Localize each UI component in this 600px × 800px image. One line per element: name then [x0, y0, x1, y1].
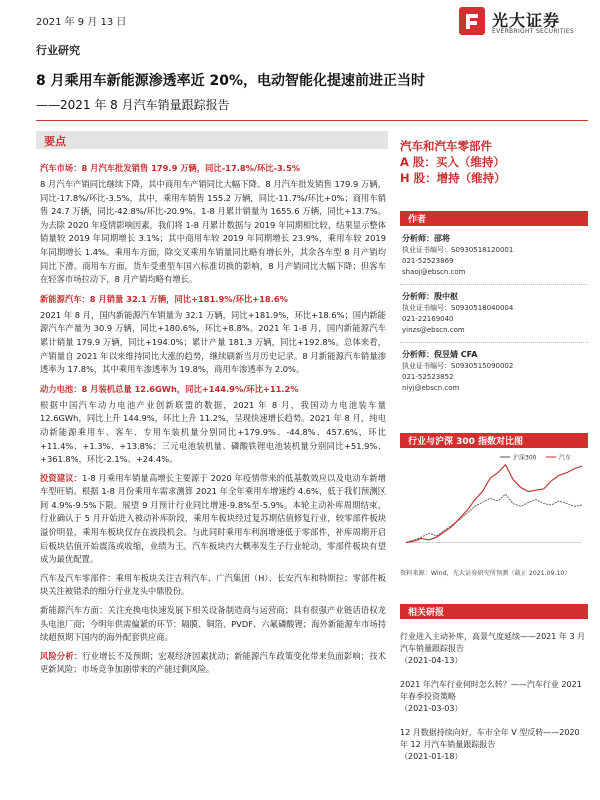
paragraph-risk [40, 650, 386, 677]
related-report-date: （2021-04-13） [400, 656, 463, 665]
analyst-card [402, 291, 588, 336]
related-header: 相关研报 [400, 604, 588, 619]
paragraph-auto-parts: 汽车及汽车零部件：乘用车板块关注吉利汽车、广汽集团（H）、长安汽车和特斯拉；零部件板块关注被错杀的细分行业龙头中鼎股份。 [40, 572, 386, 597]
paragraph-nev: 2021 年 8 月，国内新能源汽车销量为 32.1 万辆，同比+181.9%，环比+18.6%；国内新能源汽车产量为 30.9 万辆，同比+180.6%，环比+8.8%。2021 年 1-8 月，国内新能源汽车累计销量 179.9 万辆，同比+194.0%；累计产量 181.3 万辆，同比+192.8%。总体来看，产销量自 2021 年以来维持同比大涨的趋势，继续刷新当月历史记录。8 月新能源汽车销量渗透率为 17.8%，其中乘用车渗透率为 19.8%，商用车渗透率为 2.0%。 [40, 309, 386, 375]
related-report-item[interactable] [400, 679, 588, 715]
analyst-cert: 执业证书编号：S0930515090002 [402, 362, 514, 370]
chart-source: 资料来源：Wind，光大证券研究所预测（截止 2021.09.10） [400, 570, 571, 577]
rating-h-share: H 股：增持（维持） [400, 171, 506, 185]
summary-body [40, 162, 386, 682]
paragraph-investment-advice [40, 472, 386, 567]
analyst-name: 分析师：殷中枢 [402, 292, 458, 301]
investment-advice-label: 投资建议： [40, 472, 83, 483]
page-title: 8 月乘用车新能源渗透率近 20%，电动智能化提速前进正当时 [36, 73, 425, 89]
paragraph-nev-picks: 新能源汽车方面：关注充换电快速发展下相关设备制造商与运营商；具有很强产业链话语权龙头电池厂商；今明年供需偏紧的环节：隔膜、铜箔、PVDF、六氟磷酸锂；海外新能源车市场持续超预期下国内的海外配套供应商。 [40, 605, 386, 643]
summary-label: 要点 [44, 135, 66, 148]
divider [400, 284, 588, 285]
chart-series-line [406, 494, 582, 542]
headline-battery: 动力电池：8 月装机总量 12.6GWh，同比+144.9%/环比+11.2% [40, 383, 299, 394]
page-subtitle: ——2021 年 8 月汽车销量跟踪报告 [36, 98, 230, 112]
analyst-name: 分析师：邵将 [402, 234, 450, 243]
title-divider [36, 120, 588, 121]
section-label: 行业研究 [36, 44, 80, 57]
divider [400, 342, 588, 343]
related-report-title[interactable]: 2021 年汽车行业何时怎么转？——汽车行业 2021 年春季投资策略 [400, 680, 582, 701]
sector-name: 汽车和汽车零部件 [400, 139, 492, 153]
headline-nev: 新能源汽车：8 月销量 32.1 万辆，同比+181.9%/环比+18.6% [40, 293, 288, 304]
analyst-email[interactable]: shaoj@ebscn.com [402, 268, 466, 276]
paragraph-auto-market: 8 月汽车产销同比继续下降，其中商用车产销同比大幅下降。8 月汽车批发销售 179.9 万辆，同比-17.8%/环比-3.5%，其中，乘用车销售 155.2 万辆，同比-11.7%/环比+0%；商用车销售 24.7 万辆，同比-42.8%/环比-20.9%。1-8 月累计销量为 1655.6 万辆，同比+13.7%。为去除 2020 年疫情影响因素，我们将 1-8 月累计数据与 2019 年同期相比较，结果显示整体销量较 2019 年同期增长 3.1%；其中商用车较 2019 年同期增长 23.9%，乘用车较 2019 年同期增长 1.4%。乘用车方面，除交叉乘用车销量同比略有增长外，其余各车型 8 月产销均同比下滑。商用车方面，货车受重型车国六标准切换的影响，8 月产销同比大幅下降；但客车在轻客市场拉动下，8 月产销均略有增长。 [40, 179, 386, 285]
analyst-phone: 021-22169040 [402, 315, 454, 323]
analyst-card [402, 233, 588, 278]
analyst-email[interactable]: yinzs@ebscn.com [402, 326, 465, 334]
related-reports [400, 604, 588, 763]
related-report-item[interactable] [400, 727, 588, 763]
related-report-title[interactable]: 12 月数据持续向好，车市全年 V 型反转——2020 年 12 月汽车销量跟踪报告 [400, 728, 580, 749]
related-report-date: （2021-01-18） [400, 752, 463, 761]
investment-advice-text: 1-8 月乘用车销量高增长主要源于 2020 年疫情带来的低基数效应以及电动车新增车型旺销。根据 1-8 月份乘用车需求测算 2021 年全年乘用车增速约 4.6%，低于我们预测区间 4.9%-9.5%下限。展望 9 月预计行业同比增速-9.8%至-5.9%。本轮主动补库周期结束，行业确认于 5 月开始进入被动补库阶段，乘用车板块经过复苏期估值修复行业，较零部件板块溢价明显，乘用车板块仅存在波段机会。与此同时乘用车利润增速低于零部件，补库周期开启后板块估值开始震荡或收缩，业绩为王。汽车板块内大概率发生子行业轮动，零部件板块有望成为最优配置。 [40, 472, 386, 565]
chart-legend-label: 汽车 [559, 454, 572, 462]
rating-a-share: A 股：买入（维持） [400, 155, 505, 169]
analyst-email[interactable]: niyj@ebscn.com [402, 384, 460, 392]
risk-label: 风险分析： [40, 650, 83, 661]
chart-header: 行业与沪深 300 指数对比图 [400, 433, 588, 448]
logo-text-en: EVERBRIGHT SECURITIES [492, 28, 575, 35]
logo-text-cn: 光大证券 [492, 11, 561, 30]
related-report-date: （2021-03-03） [400, 704, 463, 713]
analyst-phone: 021-52523852 [402, 373, 454, 381]
summary-header [36, 131, 388, 149]
report-date: 2021 年 9 月 13 日 [36, 17, 127, 28]
index-comparison-chart [400, 433, 588, 565]
headline-auto-market: 汽车市场：8 月汽车批发销售 179.9 万辆，同比-17.8%/环比-3.5% [40, 163, 301, 173]
chart-series-line [406, 465, 582, 543]
analyst-cert: 执业证书编号：S0930518120001 [402, 246, 514, 254]
chart-legend-label: 沪深300 [513, 454, 537, 462]
analyst-card [402, 349, 588, 394]
risk-text: 行业增长不及预期；宏观经济因素扰动；新能源汽车政策变化带来负面影响；技术更新风险；市场竞争加剧带来的产能过剩风险。 [40, 650, 386, 675]
sidebar [400, 138, 588, 394]
analyst-cert: 执业证书编号：S0930518040004 [402, 304, 514, 312]
analyst-name: 分析师：倪昱婧 CFA [402, 350, 478, 359]
chart-canvas [400, 452, 588, 564]
related-report-item[interactable] [400, 631, 588, 667]
company-logo [458, 6, 588, 40]
paragraph-battery: 根据中国汽车动力电池产业创新联盟的数据，2021 年 8 月，我国动力电池装车量 12.6GWh，同比上升 144.9%，环比上升 11.2%，呈现快速增长趋势。2021 年 8 月，纯电动新能源乘用车、客车、专用车装机量分别同比+179.9%、-44.8%、457.6%，环比+11.4%、+1.3%、+13.8%；三元电池装机量、磷酸铁锂电池装机量分别同比+51.9%、+361.8%，环比-2.1%、+24.4%。 [40, 399, 386, 465]
logo-mark-icon [458, 6, 486, 36]
related-report-title[interactable]: 行业进入主动补库，高景气度延续——2021 年 3 月汽车销量跟踪报告 [400, 632, 586, 653]
analyst-phone: 021-52523869 [402, 257, 454, 265]
authors-header: 作者 [400, 211, 588, 226]
